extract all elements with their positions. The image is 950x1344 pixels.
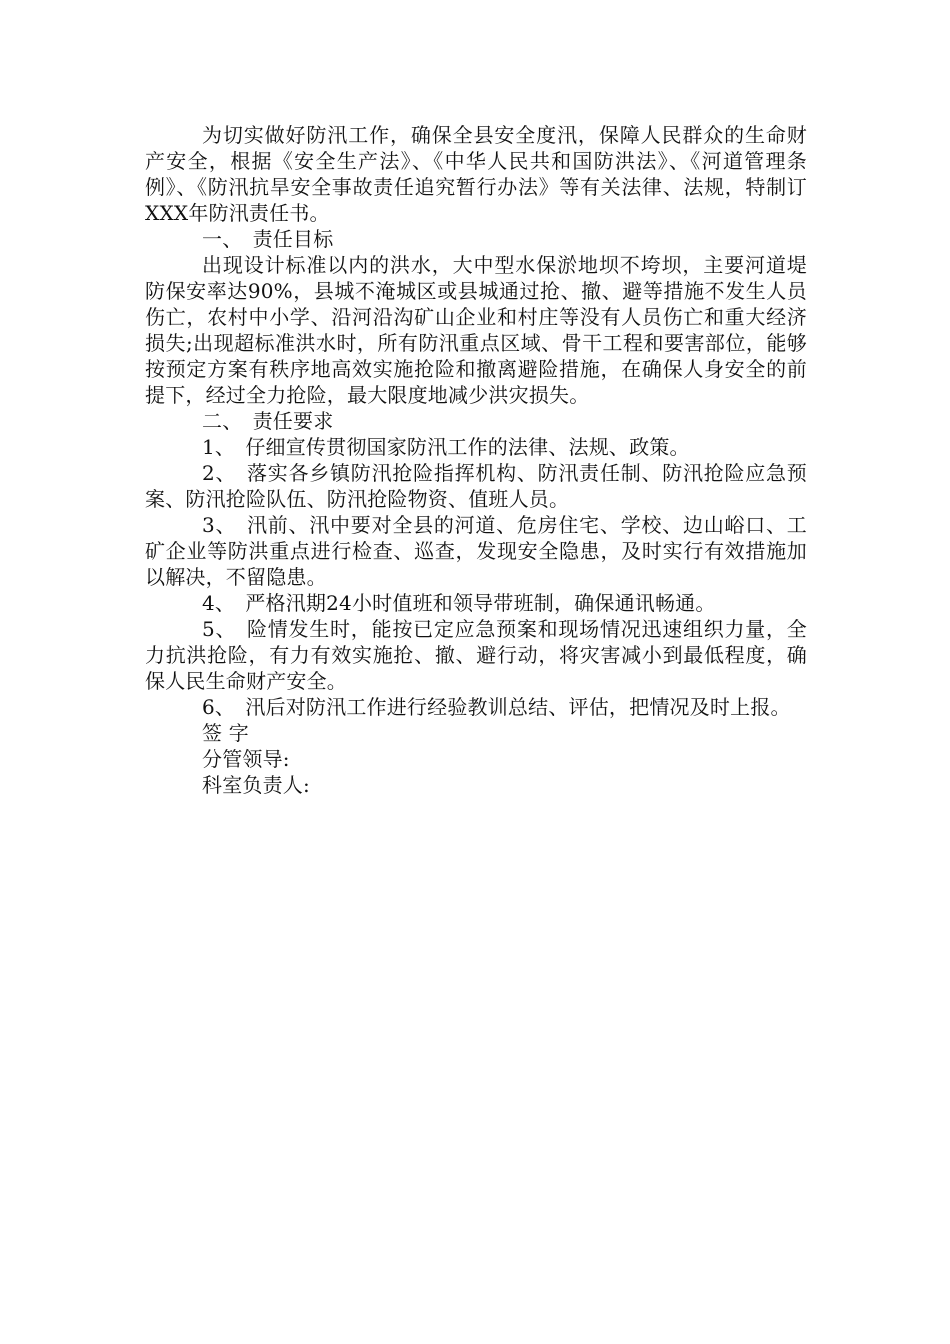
intro-paragraph: 为切实做好防汛工作，确保全县安全度汛，保障人民群众的生命财产安全，根据《安全生产法》、《中华人民共和国防洪法》、《河道管理条例》、《防汛抗旱安全事故责任追究暂行办法》等有关法律、法规，特制订XXX年防汛责任书。 bbox=[145, 123, 807, 225]
section-heading-responsibility-goals: 一、 责任目标 bbox=[202, 227, 334, 251]
section-heading-responsibility-requirements: 二、 责任要求 bbox=[202, 409, 334, 433]
requirement-item-6: 6、 汛后对防汛工作进行经验教训总结、评估，把情况及时上报。 bbox=[202, 695, 791, 719]
document-body bbox=[145, 122, 807, 798]
requirement-item-3: 3、 汛前、汛中要对全县的河道、危房住宅、学校、边山峪口、工矿企业等防洪重点进行检查、巡查，发现安全隐患，及时实行有效措施加以解决，不留隐患。 bbox=[145, 513, 807, 589]
leader-signature-line: 分管领导: bbox=[202, 747, 290, 771]
requirement-item-2: 2、 落实各乡镇防汛抢险指挥机构、防汛责任制、防汛抢险应急预案、防汛抢险队伍、防汛抢险物资、值班人员。 bbox=[145, 461, 807, 511]
office-head-signature-line: 科室负责人: bbox=[202, 773, 310, 797]
signature-label: 签 字 bbox=[202, 721, 249, 745]
responsibility-goals-paragraph: 出现设计标准以内的洪水，大中型水保淤地坝不垮坝，主要河道堤防保安率达90%，县城不淹城区或县城通过抢、撤、避等措施不发生人员伤亡，农村中小学、沿河沿沟矿山企业和村庄等没有人员伤亡和重大经济损失;出现超标准洪水时，所有防汛重点区域、骨干工程和要害部位，能够按预定方案有秩序地高效实施抢险和撤离避险措施，在确保人身安全的前提下，经过全力抢险，最大限度地减少洪灾损失。 bbox=[145, 253, 807, 407]
requirement-item-5: 5、 险情发生时，能按已定应急预案和现场情况迅速组织力量，全力抗洪抢险，有力有效实施抢、撤、避行动，将灾害减小到最低程度，确保人民生命财产安全。 bbox=[145, 617, 807, 693]
requirement-item-1: 1、 仔细宣传贯彻国家防汛工作的法律、法规、政策。 bbox=[202, 435, 690, 459]
requirement-item-4: 4、 严格汛期24小时值班和领导带班制，确保通讯畅通。 bbox=[202, 591, 716, 615]
